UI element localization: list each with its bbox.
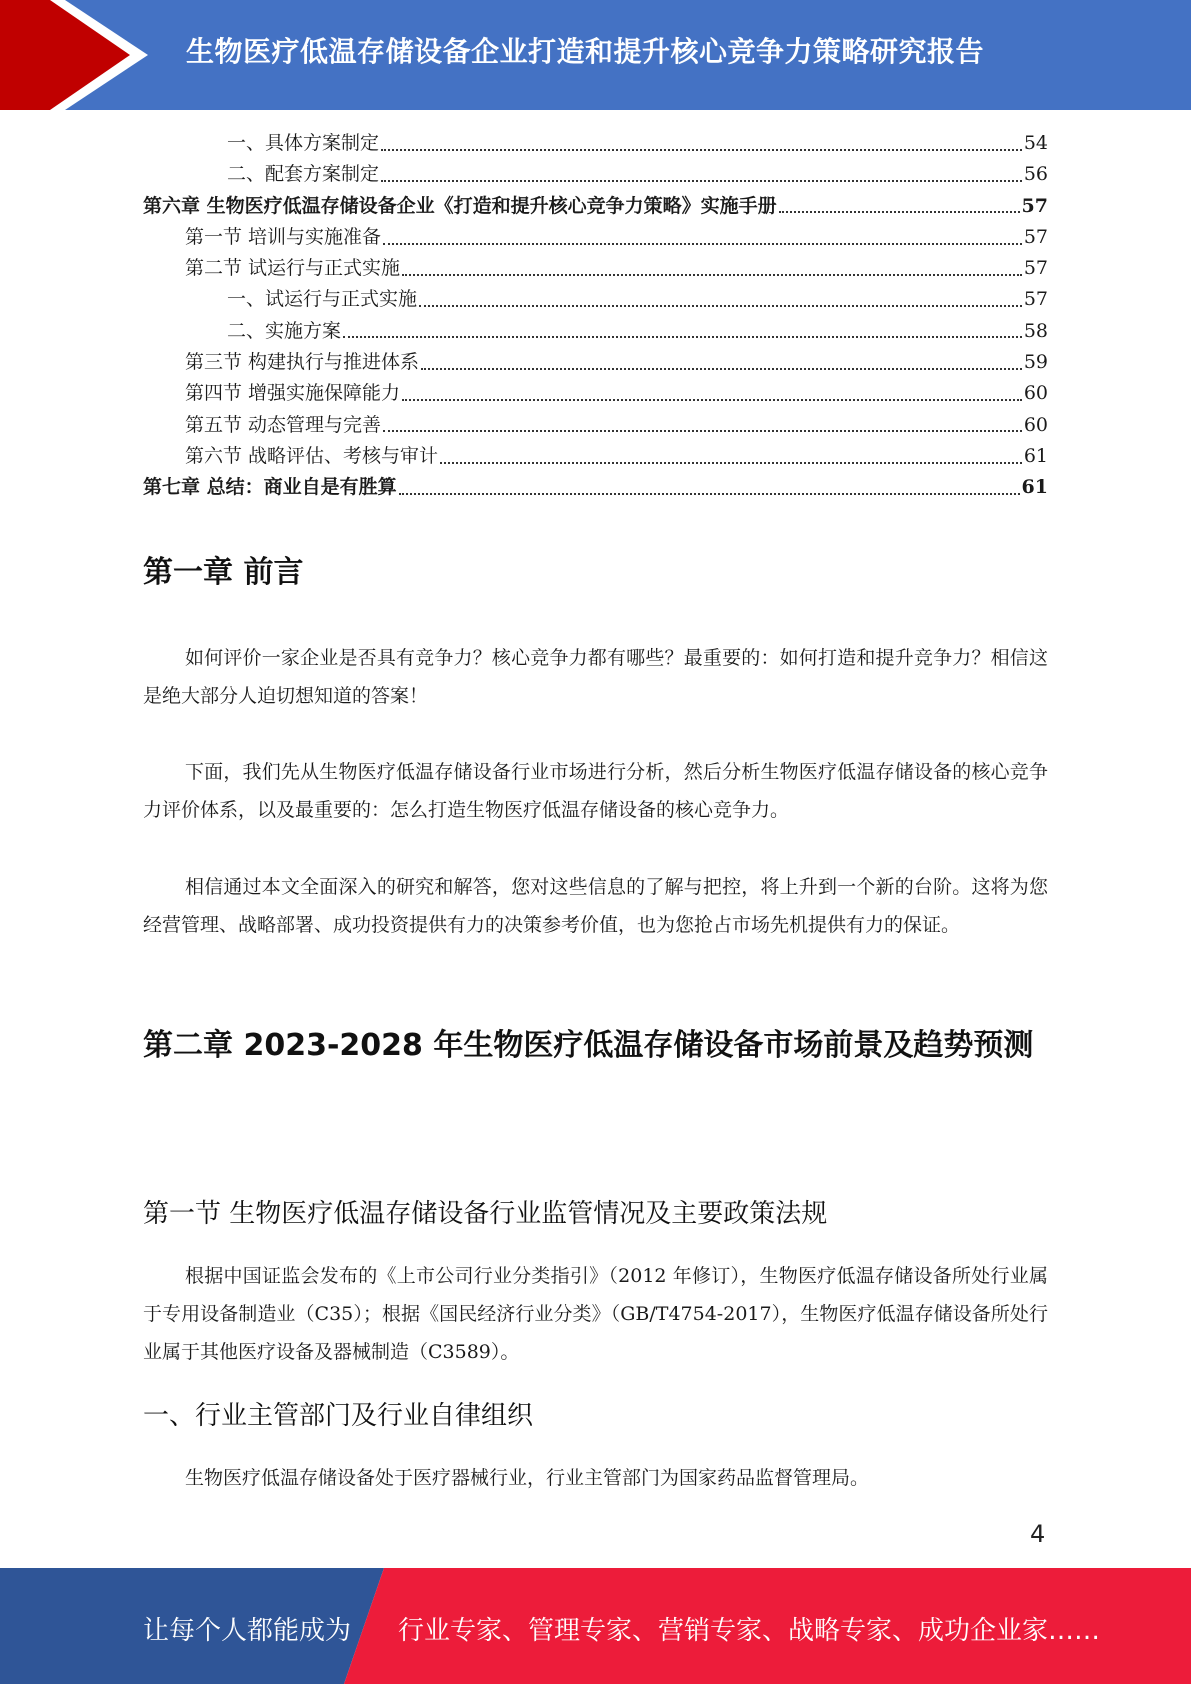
- chapter-1-paragraph-1: 如何评价一家企业是否具有竞争力？核心竞争力都有哪些？最重要的：如何打造和提升竞争力？相信这是绝大部分人迫切想知道的答案！: [143, 647, 1048, 707]
- toc-entry[interactable]: [143, 222, 1048, 253]
- chapter-1-paragraph-3: 相信通过本文全面深入的研究和解答，您对这些信息的了解与把控，将上升到一个新的台阶。这将为您经营管理、战略部署、成功投资提供有力的决策参考价值，也为您抢占市场先机提供有力的保证。: [143, 876, 1048, 936]
- chapter-2-heading: 第二章 2023-2028 年生物医疗低温存储设备市场前景及趋势预测: [143, 1028, 1034, 1063]
- toc-entry[interactable]: [143, 378, 1048, 409]
- toc-entry-page: 57: [1023, 288, 1048, 311]
- toc-entry-title: 第一节 培训与实施准备: [185, 225, 382, 248]
- toc-entry[interactable]: [143, 410, 1048, 441]
- toc-leader-dots: [779, 211, 1020, 213]
- toc-leader-dots: [383, 430, 1022, 432]
- toc-entry-page: 59: [1023, 351, 1048, 374]
- toc-entry-page: 58: [1023, 319, 1048, 342]
- toc-leader-dots: [419, 305, 1022, 307]
- toc-entry-page: 57: [1023, 225, 1048, 248]
- table-of-contents: [143, 128, 1048, 504]
- toc-entry-page: 56: [1023, 163, 1048, 186]
- chapter-1-heading: 第一章 前言: [143, 555, 304, 590]
- toc-entry[interactable]: [143, 472, 1048, 503]
- toc-entry-title: 二、配套方案制定: [227, 163, 380, 186]
- toc-entry-page: 54: [1023, 132, 1048, 154]
- footer-slogan-left: 让每个人都能成为: [143, 1616, 352, 1646]
- toc-entry[interactable]: [143, 159, 1048, 190]
- toc-entry[interactable]: [143, 347, 1048, 378]
- toc-entry-title: 第六章 生物医疗低温存储设备企业《打造和提升核心竞争力策略》实施手册: [143, 194, 777, 217]
- toc-entry[interactable]: [143, 441, 1048, 472]
- toc-entry-page: 57: [1021, 194, 1048, 217]
- toc-entry-title: 一、试运行与正式实施: [227, 288, 418, 311]
- toc-entry-page: 57: [1023, 257, 1048, 280]
- toc-entry[interactable]: [143, 191, 1048, 222]
- toc-entry-page: 60: [1023, 413, 1048, 436]
- subsection-1-heading: 一、行业主管部门及行业自律组织: [143, 1401, 534, 1431]
- subsection-1-paragraph: 生物医疗低温存储设备处于医疗器械行业，行业主管部门为国家药品监督管理局。: [185, 1467, 870, 1489]
- toc-entry-title: 二、实施方案: [227, 319, 342, 342]
- toc-entry-title: 第五节 动态管理与完善: [185, 413, 382, 436]
- page-number: 4: [1030, 1520, 1046, 1548]
- toc-leader-dots: [343, 336, 1022, 338]
- toc-leader-dots: [440, 462, 1022, 464]
- toc-entry-title: 第六节 战略评估、考核与审计: [185, 444, 439, 467]
- page-footer: [0, 1568, 1191, 1684]
- toc-entry[interactable]: [143, 253, 1048, 284]
- toc-leader-dots: [402, 274, 1022, 276]
- toc-entry-page: 60: [1023, 382, 1048, 405]
- toc-leader-dots: [399, 493, 1020, 495]
- section-1-paragraph: 根据中国证监会发布的《上市公司行业分类指引》（2012 年修订），生物医疗低温存储设备所处行业属于专用设备制造业（C35）；根据《国民经济行业分类》（GB/T4754-2017），生物医疗低温存储设备所处行业属于其他医疗设备及器械制造（C3589）。: [143, 1265, 1048, 1363]
- toc-entry-title: 第三节 构建执行与推进体系: [185, 351, 420, 374]
- toc-entry-title: 第四节 增强实施保障能力: [185, 382, 401, 405]
- page-header: [0, 0, 1191, 110]
- toc-entry-title: 一、具体方案制定: [227, 132, 380, 154]
- toc-entry-title: 第七章 总结：商业自是有胜算: [143, 476, 397, 499]
- toc-leader-dots: [383, 243, 1022, 245]
- toc-entry-title: 第二节 试运行与正式实施: [185, 257, 401, 280]
- toc-entry-page: 61: [1023, 444, 1048, 467]
- footer-slogan-right: 行业专家、管理专家、营销专家、战略专家、成功企业家……: [398, 1616, 1101, 1646]
- header-arrow-icon: [0, 0, 200, 110]
- toc-entry[interactable]: [143, 316, 1048, 347]
- chapter-1-paragraph-2: 下面，我们先从生物医疗低温存储设备行业市场进行分析，然后分析生物医疗低温存储设备的核心竞争力评价体系，以及最重要的：怎么打造生物医疗低温存储设备的核心竞争力。: [143, 761, 1048, 821]
- toc-entry[interactable]: [143, 128, 1048, 159]
- toc-entry-page: 61: [1021, 476, 1048, 499]
- toc-entry[interactable]: [143, 284, 1048, 315]
- toc-leader-dots: [402, 399, 1022, 401]
- toc-leader-dots: [381, 149, 1022, 151]
- toc-leader-dots: [381, 180, 1022, 182]
- toc-leader-dots: [421, 368, 1022, 370]
- section-1-heading: 第一节 生物医疗低温存储设备行业监管情况及主要政策法规: [143, 1199, 828, 1229]
- header-title: 生物医疗低温存储设备企业打造和提升核心竞争力策略研究报告: [186, 35, 985, 68]
